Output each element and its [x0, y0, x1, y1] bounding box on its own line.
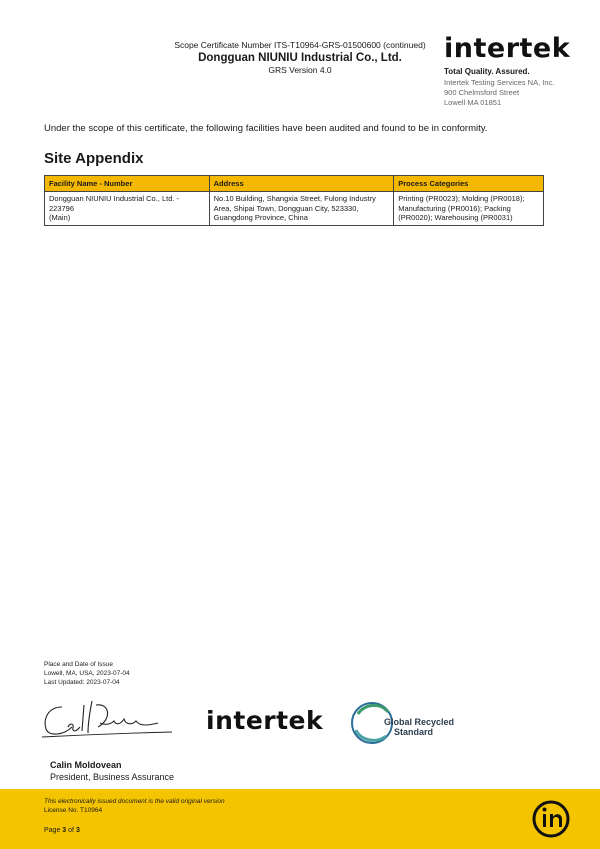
- issue-last-updated: Last Updated: 2023-07-04: [44, 679, 120, 686]
- license-number: License No. T10964: [44, 807, 103, 814]
- scope-certificate-number: Scope Certificate Number ITS-T10964-GRS-01500600 (continued): [174, 40, 426, 50]
- header-block: [150, 40, 450, 76]
- scope-statement: Under the scope of this certificate, the following facilities have been audited and found to be in conformity.: [44, 123, 488, 134]
- issue-block: [44, 660, 130, 687]
- address-cell: [209, 192, 394, 226]
- facility-table: [44, 175, 544, 226]
- signer-block: [50, 759, 174, 783]
- page-number: [44, 826, 80, 835]
- section-title: Site Appendix: [44, 150, 144, 167]
- grs-line-1: Global Recycled: [384, 717, 455, 727]
- grs-line-2: Standard: [394, 727, 434, 737]
- table-row: [45, 192, 544, 226]
- brand-tagline: Total Quality. Assured.: [444, 67, 530, 76]
- facility-line: (Main): [49, 213, 71, 222]
- process-cell: [394, 192, 544, 226]
- process-line: Manufacturing (PR0016); Packing: [398, 203, 511, 213]
- process-line: (PR0020); Warehousing (PR0031): [398, 213, 513, 222]
- page-total: 3: [75, 827, 80, 834]
- intertek-signature-logo: intertek: [206, 706, 324, 735]
- facility-line: Dongguan NIUNIU Industrial Co., Ltd. -: [49, 194, 180, 203]
- column-header-facility: Facility Name - Number: [45, 176, 210, 192]
- page-mid: of: [66, 827, 76, 834]
- process-line: Printing (PR0023); Molding (PR0018);: [398, 194, 525, 203]
- footer-notice: This electronically issued document is the valid original version: [44, 798, 225, 805]
- signer-title: President, Business Assurance: [50, 772, 175, 782]
- facility-cell: [45, 192, 210, 226]
- intertek-in-badge-icon: [531, 799, 571, 839]
- brand-address-line: 900 Chelmsford Street: [444, 88, 520, 97]
- company-name: Dongguan NIUNIU Industrial Co., Ltd.: [198, 52, 402, 64]
- page-current: 3: [62, 827, 67, 834]
- issue-place-date: Lowell, MA, USA, 2023-07-04: [44, 670, 130, 677]
- issue-label: Place and Date of Issue: [44, 661, 114, 668]
- grs-logo-text: [384, 717, 454, 737]
- grs-version: GRS Version 4.0: [268, 65, 332, 75]
- intertek-logo: intertek: [444, 33, 571, 64]
- column-header-process: Process Categories: [394, 176, 544, 192]
- brand-address-line: Intertek Testing Services NA, Inc.: [444, 78, 555, 87]
- page-prefix: Page: [44, 827, 63, 834]
- address-line: Guangdong Province, China: [213, 213, 308, 222]
- table-header-row: [45, 176, 544, 192]
- column-header-address: Address: [209, 176, 394, 192]
- brand-block: [444, 34, 584, 107]
- address-line: Area, Shipai Town, Dongguan City, 523330,: [213, 203, 359, 213]
- signer-name: Calin Moldovean: [50, 760, 122, 770]
- brand-address-line: Lowell MA 01851: [444, 98, 502, 107]
- facility-line: 223796: [49, 203, 75, 213]
- handwritten-signature: [40, 697, 175, 742]
- footer-bar: [0, 789, 600, 849]
- address-line: No.10 Building, Shangxia Street, Fulong Industry: [213, 194, 376, 203]
